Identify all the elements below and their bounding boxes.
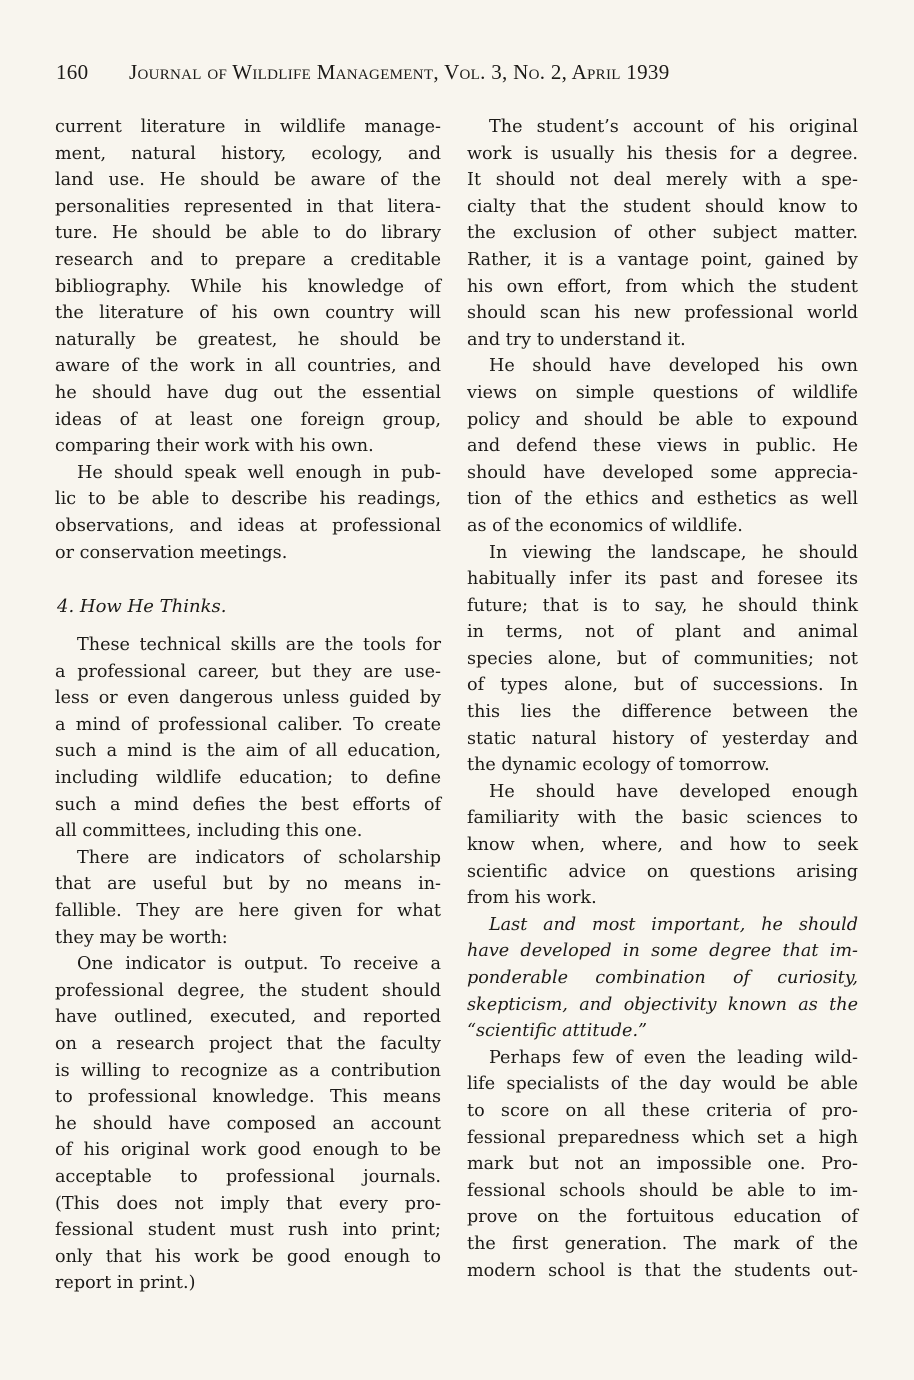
text-line: It should not deal merely with a spe-	[467, 170, 858, 191]
text-line: and try to understand it.	[467, 329, 686, 350]
text-line: These technical skills are the tools for	[77, 635, 441, 656]
text-line: only that his work be good enough to	[55, 1246, 441, 1267]
text-line: he should have composed an account	[55, 1113, 441, 1134]
text-line: He should have developed his own	[489, 356, 858, 377]
text-line: should scan his new professional world	[467, 303, 858, 324]
text-line: prove on the fortuitous education of	[467, 1207, 858, 1228]
right-column	[467, 114, 858, 1284]
page-number: 160	[56, 60, 89, 84]
text-line: a professional career, but they are use-	[55, 661, 441, 682]
text-line: life specialists of the day would be able	[467, 1074, 858, 1095]
text-line: There are indicators of scholarship	[77, 847, 441, 868]
text-line: the first generation. The mark of the	[467, 1233, 858, 1254]
text-line: they may be worth:	[55, 927, 228, 948]
text-line: of types alone, but of successions. In	[467, 675, 858, 696]
text-line: is willing to recognize as a contribution	[55, 1060, 441, 1081]
text-line: personalities represented in that litera-	[55, 196, 441, 217]
text-line: (This does not imply that every pro-	[55, 1193, 441, 1214]
text-line: He should have developed enough	[489, 781, 858, 802]
text-line: ment, natural history, ecology, and	[55, 143, 441, 164]
text-line: report in print.)	[55, 1273, 196, 1294]
text-line: know when, where, and how to seek	[467, 835, 858, 856]
text-line: ponderable combination of curiosity,	[467, 968, 858, 988]
text-line: tion of the ethics and esthetics as well	[467, 489, 858, 510]
paragraph	[467, 540, 858, 779]
text-line: views on simple questions of wildlife	[467, 382, 858, 403]
text-line: on a research project that the faculty	[55, 1034, 441, 1054]
text-line: this lies the difference between the	[467, 702, 858, 723]
left-column	[55, 114, 441, 1297]
text-line: policy and should be able to expound	[467, 409, 858, 430]
paragraph	[55, 632, 441, 845]
text-line: or conservation meetings.	[55, 542, 288, 563]
text-line: He should speak well enough in pub-	[77, 462, 441, 483]
text-line: fessional student must rush into print;	[55, 1220, 441, 1241]
paragraph	[467, 912, 858, 1045]
paragraph	[55, 460, 441, 566]
text-line: have developed in some degree that im-	[467, 941, 858, 962]
text-line: species alone, but of communities; not	[467, 648, 858, 669]
paragraph	[55, 845, 441, 951]
text-line: in terms, not of plant and animal	[467, 622, 858, 643]
text-line: such a mind defies the best efforts of	[55, 794, 441, 815]
text-line: aware of the work in all countries, and	[55, 356, 441, 377]
text-line: One indicator is output. To receive a	[77, 954, 441, 975]
text-line: In viewing the landscape, he should	[489, 542, 858, 563]
text-line: Perhaps few of even the leading wild-	[489, 1047, 858, 1068]
text-line: static natural history of yesterday and	[467, 728, 858, 749]
text-line: “scientific attitude.”	[467, 1021, 648, 1042]
text-line: have outlined, executed, and reported	[55, 1007, 441, 1028]
running-header	[56, 60, 858, 90]
text-line: ture. He should be able to do library	[55, 223, 441, 244]
text-line: observations, and ideas at professional	[55, 515, 441, 536]
text-line: land use. He should be aware of the	[55, 170, 441, 191]
text-line: naturally be greatest, he should be	[55, 329, 441, 350]
text-line: scientific advice on questions arising	[467, 861, 858, 882]
text-line: such a mind is the aim of all education,	[55, 741, 441, 762]
text-line: to score on all these criteria of pro-	[467, 1100, 858, 1121]
text-line: of his original work good enough to be	[55, 1140, 441, 1161]
text-line: the exclusion of other subject matter.	[467, 223, 858, 244]
paragraph	[55, 114, 441, 460]
text-line: that are useful but by no means in-	[55, 874, 441, 895]
text-line: as of the economics of wildlife.	[467, 515, 743, 536]
text-line: fessional schools should be able to im-	[467, 1180, 858, 1201]
text-line: research and to prepare a creditable	[55, 249, 441, 270]
text-line: mark but not an impossible one. Pro-	[467, 1154, 858, 1175]
journal-citation: Journal of Wildlife Management, Vol. 3, No. 2, April 1939	[129, 60, 670, 84]
text-line: all committees, including this one.	[55, 821, 363, 842]
text-line: a mind of professional caliber. To create	[55, 714, 441, 735]
text-line: skepticism, and objectivity known as the	[467, 994, 858, 1015]
text-line: ideas of at least one foreign group,	[55, 409, 441, 430]
text-line: from his work.	[467, 888, 597, 909]
text-line: Last and most important, he should	[489, 914, 858, 935]
text-line: less or even dangerous unless guided by	[55, 688, 441, 709]
text-line: and defend these views in public. He	[467, 436, 858, 457]
paragraph	[55, 951, 441, 1297]
paragraph	[467, 1045, 858, 1284]
text-line: habitually infer its past and foresee its	[467, 569, 858, 590]
text-line: fallible. They are here given for what	[55, 901, 441, 922]
text-line: Rather, it is a vantage point, gained by	[467, 249, 858, 270]
paragraph	[467, 114, 858, 353]
text-line: bibliography. While his knowledge of	[55, 276, 441, 297]
text-line: he should have dug out the essential	[55, 382, 441, 403]
text-line: to professional knowledge. This means	[55, 1087, 441, 1108]
text-line: cialty that the student should know to	[467, 196, 858, 217]
text-line: The student’s account of his original	[489, 117, 858, 137]
text-line: acceptable to professional journals.	[55, 1166, 441, 1187]
paragraph	[467, 353, 858, 539]
text-line: the literature of his own country will	[55, 303, 441, 324]
text-line: professional degree, the student should	[55, 980, 441, 1001]
text-line: familiarity with the basic sciences to	[467, 808, 858, 829]
text-line: work is usually his thesis for a degree.	[467, 143, 858, 164]
text-line: lic to be able to describe his readings,	[55, 489, 441, 510]
text-line: fessional preparedness which set a high	[467, 1127, 858, 1148]
text-line: should have developed some apprecia-	[467, 462, 858, 483]
text-line: current literature in wildlife manage-	[55, 117, 441, 137]
text-line: including wildlife education; to define	[55, 768, 441, 789]
text-line: comparing their work with his own.	[55, 436, 374, 457]
text-line: the dynamic ecology of tomorrow.	[467, 755, 770, 776]
section-heading: 4. How He Thinks.	[57, 596, 227, 618]
text-line: modern school is that the students out-	[467, 1260, 858, 1281]
text-line: his own effort, from which the student	[467, 276, 858, 297]
text-line: future; that is to say, he should think	[467, 595, 858, 616]
paragraph	[467, 779, 858, 912]
